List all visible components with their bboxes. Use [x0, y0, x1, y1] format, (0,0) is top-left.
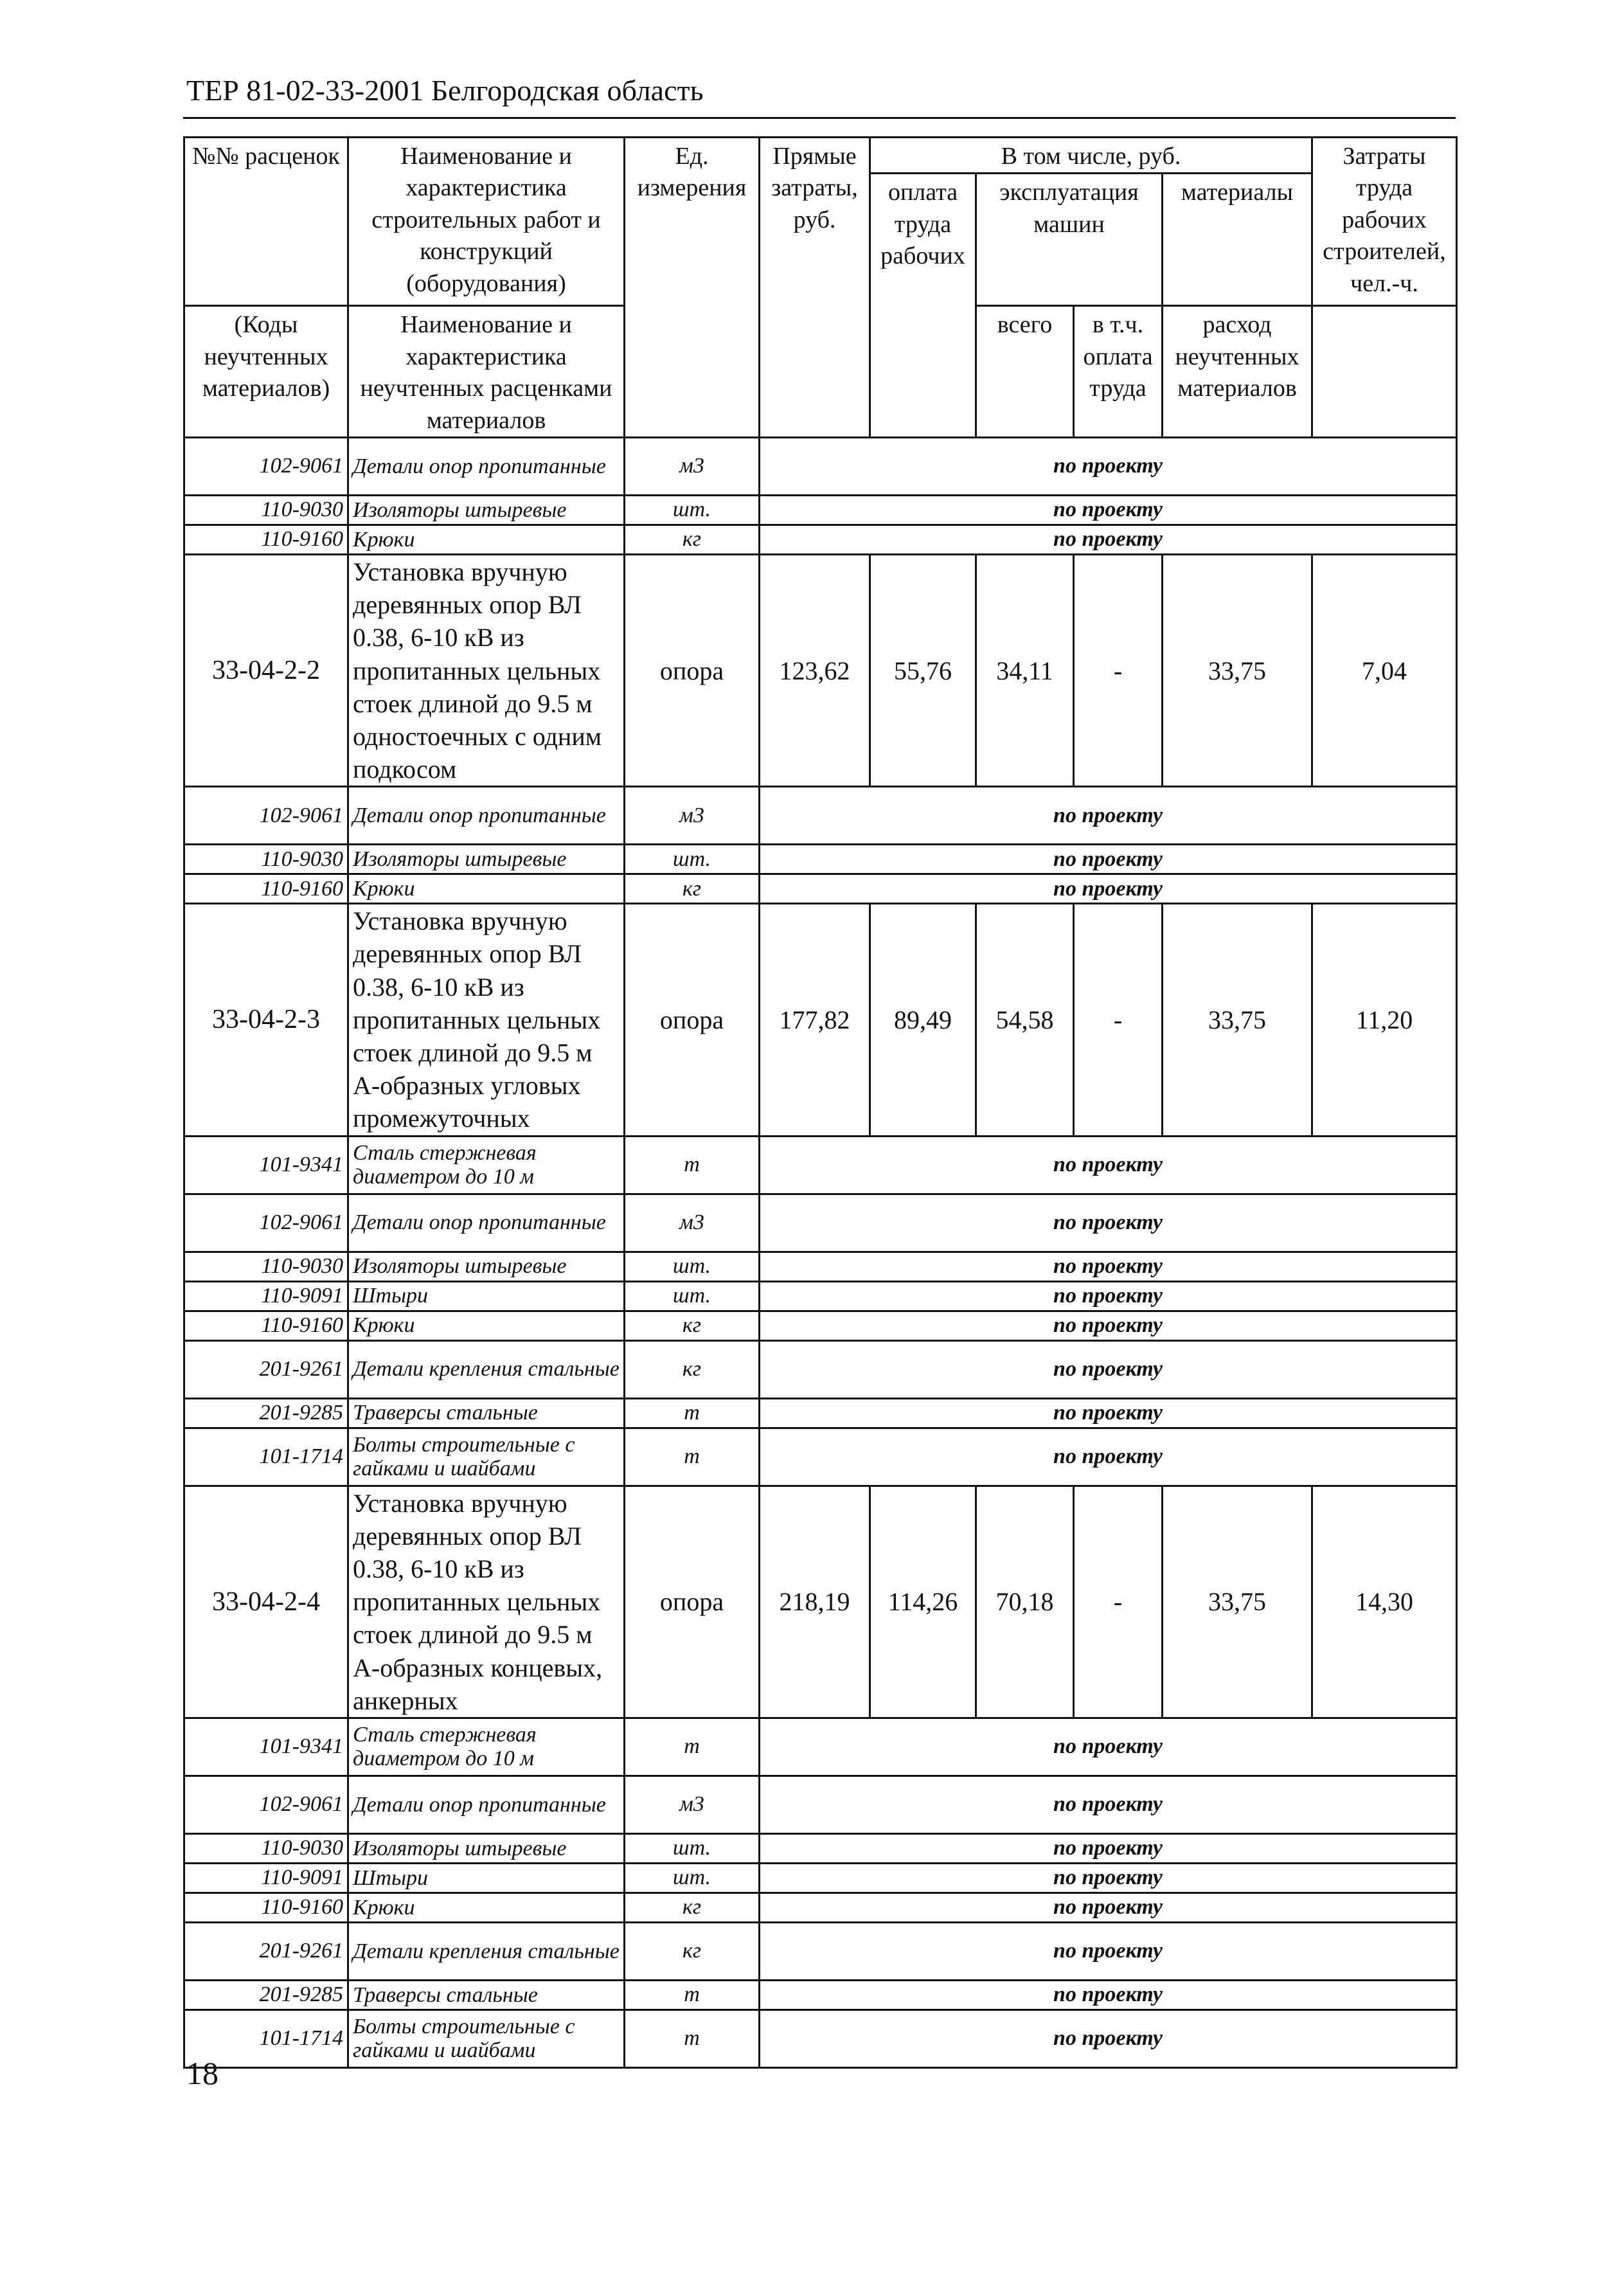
material-note: по проекту: [760, 1718, 1457, 1776]
worker-pay-value: 55,76: [870, 554, 976, 786]
direct-costs-value: 177,82: [760, 904, 870, 1136]
table-row: [184, 1922, 1457, 1980]
material-unit: шт.: [625, 1833, 760, 1863]
material-name: Штыри: [348, 1281, 625, 1311]
col-direct-costs: Прямые затраты, руб.: [760, 138, 870, 438]
material-name: Траверсы стальные: [348, 1980, 625, 2010]
material-name: Крюки: [348, 874, 625, 904]
col-total: всего: [976, 306, 1074, 438]
table-row: [184, 1863, 1457, 1893]
material-code: 101-9341: [184, 1136, 348, 1194]
material-unit: кг: [625, 1893, 760, 1922]
material-code: 201-9285: [184, 1398, 348, 1428]
machine-pay-value: -: [1074, 904, 1163, 1136]
header-row: [184, 138, 1457, 174]
table-row: [184, 437, 1457, 495]
material-note: по проекту: [760, 787, 1457, 845]
material-note: по проекту: [760, 1428, 1457, 1486]
rate-code: 33-04-2-4: [184, 1486, 348, 1718]
machine-op-value: 70,18: [976, 1486, 1074, 1718]
material-code: 201-9261: [184, 1340, 348, 1398]
material-code: 110-9030: [184, 1833, 348, 1863]
col-name: Наименование и характеристика строительных работ и конструкций (оборудования): [348, 138, 625, 306]
material-unit: шт.: [625, 495, 760, 525]
material-unit: т: [625, 2010, 760, 2067]
table-row: [184, 1194, 1457, 1252]
worker-pay-value: 89,49: [870, 904, 976, 1136]
material-unit: кг: [625, 874, 760, 904]
page-number: 18: [186, 2055, 219, 2091]
material-name: Детали опор пропитанные: [348, 787, 625, 845]
material-unit: м3: [625, 437, 760, 495]
material-unit: м3: [625, 1194, 760, 1252]
material-unit: шт.: [625, 845, 760, 874]
rate-unit: опора: [625, 904, 760, 1136]
rate-code: 33-04-2-2: [184, 554, 348, 786]
direct-costs-value: 218,19: [760, 1486, 870, 1718]
table-row: [184, 1893, 1457, 1922]
machine-op-value: 54,58: [976, 904, 1074, 1136]
col-unit: Ед. измерения: [625, 138, 760, 438]
material-note: по проекту: [760, 1863, 1457, 1893]
material-name: Крюки: [348, 1893, 625, 1922]
material-code: 102-9061: [184, 1776, 348, 1833]
material-name: Детали опор пропитанные: [348, 1776, 625, 1833]
material-unit: шт.: [625, 1252, 760, 1281]
table-row: [184, 1136, 1457, 1194]
rate-row: [184, 1486, 1457, 1718]
table-row: [184, 1340, 1457, 1398]
material-name: Детали крепления стальные: [348, 1340, 625, 1398]
document-header: ТЕР 81-02-33-2001 Белгородская область: [186, 74, 704, 107]
material-unit: шт.: [625, 1281, 760, 1311]
col-incl-pay: в т.ч. оплата труда: [1074, 306, 1163, 438]
table-row: [184, 845, 1457, 874]
table-row: [184, 525, 1457, 554]
col-labor: Затраты труда рабочих строителей, чел.-ч.: [1312, 138, 1457, 306]
material-unit: кг: [625, 1311, 760, 1340]
rate-code: 33-04-2-3: [184, 904, 348, 1136]
material-note: по проекту: [760, 437, 1457, 495]
material-note: по проекту: [760, 1893, 1457, 1922]
machine-op-value: 34,11: [976, 554, 1074, 786]
material-unit: кг: [625, 525, 760, 554]
material-name: Крюки: [348, 525, 625, 554]
materials-value: 33,75: [1163, 904, 1312, 1136]
header-rule: [183, 117, 1456, 119]
material-unit: т: [625, 1428, 760, 1486]
col-unaccounted: расход неучтенных материалов: [1163, 306, 1312, 438]
material-name: Детали крепления стальные: [348, 1922, 625, 1980]
material-note: по проекту: [760, 1833, 1457, 1863]
material-note: по проекту: [760, 874, 1457, 904]
material-code: 101-1714: [184, 1428, 348, 1486]
material-note: по проекту: [760, 1398, 1457, 1428]
material-name: Сталь стержневая диаметром до 10 м: [348, 1718, 625, 1776]
direct-costs-value: 123,62: [760, 554, 870, 786]
table-row: [184, 1718, 1457, 1776]
material-unit: т: [625, 1136, 760, 1194]
material-code: 110-9091: [184, 1281, 348, 1311]
material-note: по проекту: [760, 1281, 1457, 1311]
material-unit: т: [625, 1980, 760, 2010]
material-note: по проекту: [760, 1136, 1457, 1194]
col-worker-pay: оплата труда рабочих: [870, 174, 976, 438]
material-unit: т: [625, 1718, 760, 1776]
table-row: [184, 1281, 1457, 1311]
material-name: Детали опор пропитанные: [348, 437, 625, 495]
rate-unit: опора: [625, 554, 760, 786]
material-note: по проекту: [760, 1340, 1457, 1398]
material-code: 201-9285: [184, 1980, 348, 2010]
material-unit: т: [625, 1398, 760, 1428]
col-materials: материалы: [1163, 174, 1312, 306]
rates-table: [183, 136, 1458, 2069]
material-note: по проекту: [760, 1980, 1457, 2010]
rate-name: Установка вручную деревянных опор ВЛ 0.38, 6-10 кВ из пропитанных цельных стоек длиной до 9.5 м одностоечных с одним подкосом: [348, 554, 625, 786]
material-note: по проекту: [760, 1311, 1457, 1340]
material-code: 110-9030: [184, 1252, 348, 1281]
material-unit: шт.: [625, 1863, 760, 1893]
material-name: Детали опор пропитанные: [348, 1194, 625, 1252]
table-row: [184, 1833, 1457, 1863]
material-unit: кг: [625, 1340, 760, 1398]
col-material-names: Наименование и характеристика неучтенных расценками материалов: [348, 306, 625, 438]
materials-value: 33,75: [1163, 554, 1312, 786]
material-code: 110-9160: [184, 1311, 348, 1340]
rate-row: [184, 554, 1457, 786]
material-code: 110-9030: [184, 495, 348, 525]
col-material-codes: (Коды неучтенных материалов): [184, 306, 348, 438]
material-code: 102-9061: [184, 437, 348, 495]
material-note: по проекту: [760, 1252, 1457, 1281]
material-note: по проекту: [760, 1194, 1457, 1252]
table-row: [184, 1398, 1457, 1428]
rate-name: Установка вручную деревянных опор ВЛ 0.38, 6-10 кВ из пропитанных цельных стоек длиной до 9.5 м А-образных угловых промежуточных: [348, 904, 625, 1136]
material-note: по проекту: [760, 1922, 1457, 1980]
rate-row: [184, 904, 1457, 1136]
material-note: по проекту: [760, 845, 1457, 874]
material-code: 110-9160: [184, 874, 348, 904]
material-note: по проекту: [760, 525, 1457, 554]
table-row: [184, 1428, 1457, 1486]
col-including: В том числе, руб.: [870, 138, 1312, 174]
material-name: Изоляторы штыревые: [348, 1833, 625, 1863]
table-row: [184, 1776, 1457, 1833]
material-name: Изоляторы штыревые: [348, 845, 625, 874]
rate-unit: опора: [625, 1486, 760, 1718]
material-code: 101-9341: [184, 1718, 348, 1776]
col-rate-no: №№ расценок: [184, 138, 348, 306]
material-name: Болты строительные с гайками и шайбами: [348, 2010, 625, 2067]
material-name: Болты строительные с гайками и шайбами: [348, 1428, 625, 1486]
table-row: [184, 874, 1457, 904]
table-row: [184, 2010, 1457, 2067]
material-code: 110-9160: [184, 1893, 348, 1922]
material-code: 102-9061: [184, 787, 348, 845]
material-code: 110-9030: [184, 845, 348, 874]
labor-value: 14,30: [1312, 1486, 1457, 1718]
table-row: [184, 495, 1457, 525]
material-name: Траверсы стальные: [348, 1398, 625, 1428]
col-labor-empty: [1312, 306, 1457, 438]
material-note: по проекту: [760, 1776, 1457, 1833]
material-code: 101-1714: [184, 2010, 348, 2067]
labor-value: 11,20: [1312, 904, 1457, 1136]
material-name: Изоляторы штыревые: [348, 1252, 625, 1281]
table-row: [184, 1980, 1457, 2010]
material-code: 102-9061: [184, 1194, 348, 1252]
material-name: Штыри: [348, 1863, 625, 1893]
material-code: 201-9261: [184, 1922, 348, 1980]
material-note: по проекту: [760, 2010, 1457, 2067]
worker-pay-value: 114,26: [870, 1486, 976, 1718]
material-name: Крюки: [348, 1311, 625, 1340]
materials-value: 33,75: [1163, 1486, 1312, 1718]
rate-name: Установка вручную деревянных опор ВЛ 0.38, 6-10 кВ из пропитанных цельных стоек длиной до 9.5 м А-образных концевых, анкерных: [348, 1486, 625, 1718]
material-name: Сталь стержневая диаметром до 10 м: [348, 1136, 625, 1194]
table-row: [184, 787, 1457, 845]
material-unit: кг: [625, 1922, 760, 1980]
machine-pay-value: -: [1074, 1486, 1163, 1718]
table-row: [184, 1311, 1457, 1340]
material-code: 110-9160: [184, 525, 348, 554]
col-machine-op: эксплуатация машин: [976, 174, 1163, 306]
labor-value: 7,04: [1312, 554, 1457, 786]
material-note: по проекту: [760, 495, 1457, 525]
material-unit: м3: [625, 1776, 760, 1833]
table-row: [184, 1252, 1457, 1281]
material-code: 110-9091: [184, 1863, 348, 1893]
machine-pay-value: -: [1074, 554, 1163, 786]
material-unit: м3: [625, 787, 760, 845]
material-name: Изоляторы штыревые: [348, 495, 625, 525]
